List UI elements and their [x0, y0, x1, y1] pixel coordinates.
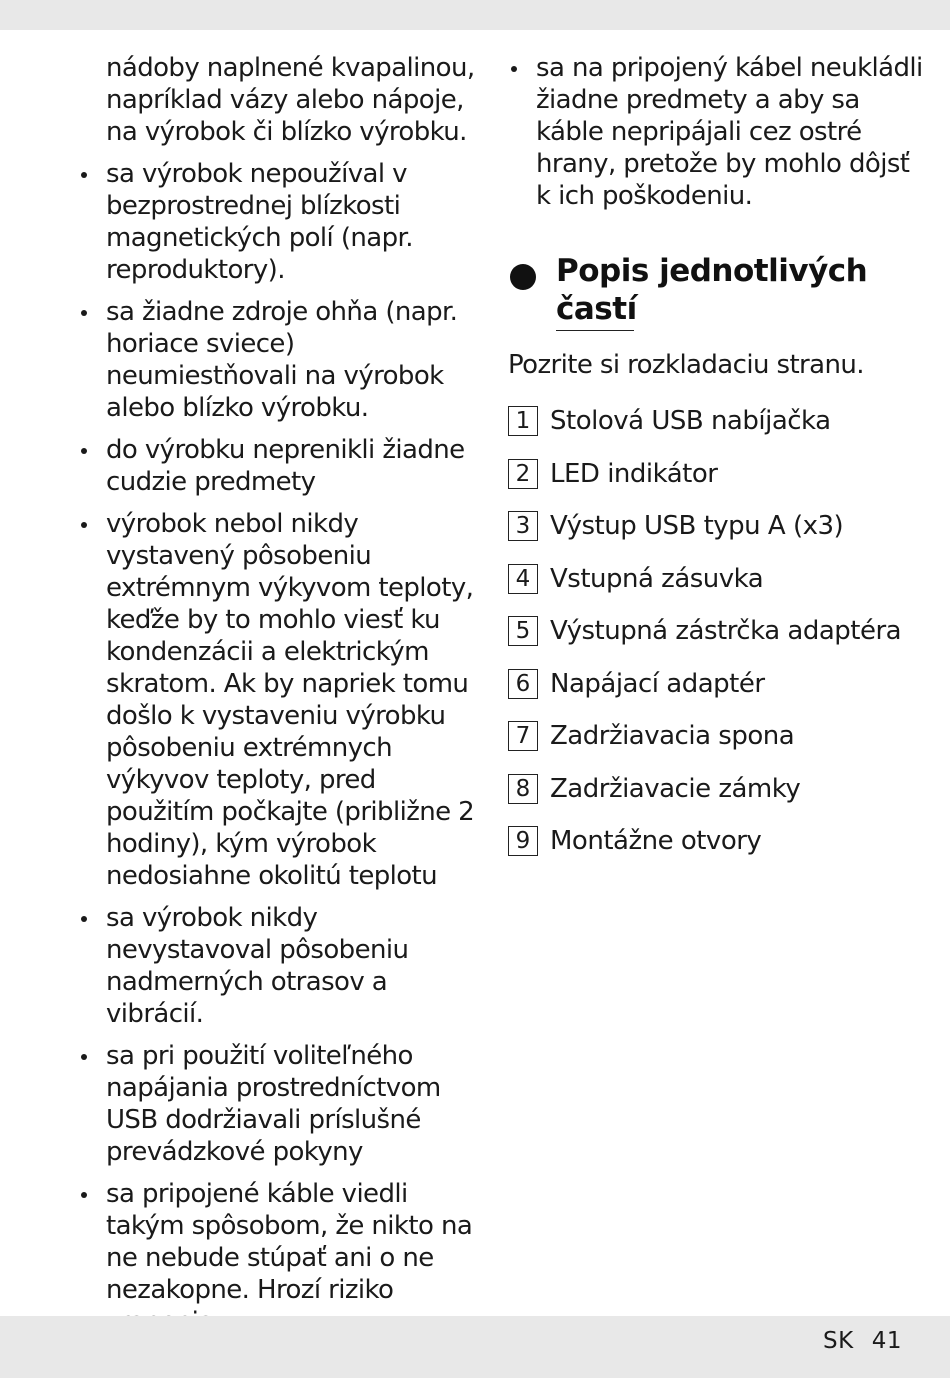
safety-bullet-list [78, 158, 478, 1338]
part-number: 3 [508, 511, 538, 541]
part-item [508, 718, 928, 754]
part-number: 8 [508, 774, 538, 804]
part-number: 4 [508, 564, 538, 594]
part-label: Výstupná zástrčka adaptéra [550, 616, 902, 646]
part-item [508, 613, 928, 649]
part-number: 2 [508, 459, 538, 489]
language-code: SK [823, 1328, 854, 1354]
part-number: 7 [508, 721, 538, 751]
section-title: Popis jednotlivých častí [556, 253, 868, 327]
continuation-text: nádoby naplnené kvapalinou, napríklad vázy alebo nápoje, na výrobok či blízko výrobku. [106, 53, 475, 147]
section-heading [508, 252, 928, 331]
part-number: 6 [508, 669, 538, 699]
bullet-item: výrobok nebol nikdy vystavený pôsobeniu extrémnym výkyvom teploty, keďže by to mohlo viesť ku kondenzácii a elektrickým skratom. Ak by napriek tomu došlo k vystaveniu výrobku pôsobeniu extrémnych výkyvov teploty, pred použitím počkajte (približne 2 hodiny), kým výrobok nedosiahne okolitú teplotu [78, 508, 478, 892]
part-label: Stolová USB nabíjačka [550, 406, 831, 436]
part-number: 9 [508, 826, 538, 856]
right-column [508, 52, 928, 876]
part-item [508, 561, 928, 597]
top-band [0, 0, 950, 30]
part-number: 1 [508, 406, 538, 436]
part-item [508, 666, 928, 702]
part-item [508, 403, 928, 439]
part-number: 5 [508, 616, 538, 646]
left-column [78, 52, 478, 1348]
bullet-item: do výrobku neprenikli žiadne cudzie predmety [78, 434, 478, 498]
part-item [508, 456, 928, 492]
bullet-item: sa pripojené káble viedli takým spôsobom, že nikto na ne nebude stúpať ani o ne nezakopne. Hrozí riziko [78, 1178, 478, 1338]
section-title-underline [556, 330, 634, 331]
part-label: Zadržiavacia spona [550, 721, 795, 751]
bullet-item: sa výrobok nepoužíval v bezprostrednej blízkosti magnetických polí (napr. reproduktory). [78, 158, 478, 286]
parts-list [508, 403, 928, 859]
part-item [508, 823, 928, 859]
page-footer [823, 1328, 902, 1354]
part-label: Napájací adaptér [550, 668, 765, 699]
bullet-item: sa na pripojený kábel neukládli žiadne predmety a aby sa káble nepripájali cez ostré hrany, pretože by mohlo dôjsť k ich poškodeniu. [508, 52, 928, 212]
section-bullet-icon [510, 264, 536, 290]
part-label: LED indikátor [550, 458, 718, 489]
part-label: Vstupná zásuvka [550, 563, 764, 594]
section-intro: Pozrite si rozkladaciu stranu. [508, 350, 864, 380]
bullet-item: sa žiadne zdroje ohňa (napr. horiace sviece) neumiestňovali na výrobok alebo blízko výrobku. [78, 296, 478, 424]
bullet-item: sa pri použití voliteľného napájania prostredníctvom USB dodržiavali príslušné prevádzkové pokyny [78, 1040, 478, 1168]
part-label: Zadržiavacie zámky [550, 773, 801, 804]
part-item [508, 508, 928, 544]
part-item [508, 771, 928, 807]
safety-bullet-list-continued [508, 52, 928, 212]
bullet-item: sa výrobok nikdy nevystavoval pôsobeniu nadmerných otrasov a vibrácií. [78, 902, 478, 1030]
part-label: Výstup USB typu A (x3) [550, 511, 844, 541]
page-number: 41 [871, 1328, 902, 1354]
part-label: Montážne otvory [550, 826, 762, 856]
bottom-band [0, 1316, 950, 1378]
